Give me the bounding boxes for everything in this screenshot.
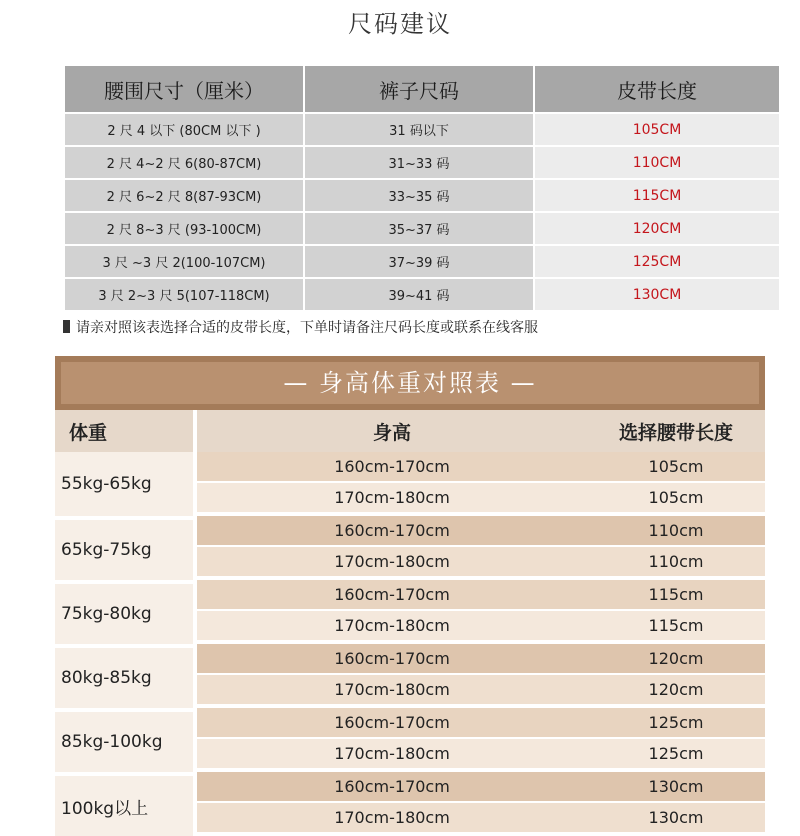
table-row (65, 279, 779, 310)
pants-size-cell: 31 码以下 (305, 114, 533, 145)
belt-cell: 130cm (587, 803, 765, 836)
pants-size-cell: 31~33 码 (305, 147, 533, 178)
height-cell: 170cm-180cm (197, 483, 587, 516)
weight-cell: 55kg-65kg (55, 452, 197, 516)
pants-size-cell: 37~39 码 (305, 246, 533, 277)
height-cell: 160cm-170cm (197, 516, 587, 547)
belt-cell: 125cm (587, 739, 765, 772)
table-row (55, 580, 765, 611)
height-cell: 160cm-170cm (197, 580, 587, 611)
table-row (65, 246, 779, 277)
size-suggestion-title: 尺码建议 (348, 10, 452, 38)
height-cell: 160cm-170cm (197, 452, 587, 483)
belt-cell: 120cm (587, 675, 765, 708)
belt-length-cell: 115CM (535, 180, 779, 211)
table-row (55, 644, 765, 675)
weight-cell: 85kg-100kg (55, 708, 197, 772)
height-cell: 170cm-180cm (197, 739, 587, 772)
waist-cell: 2 尺 6~2 尺 8(87-93CM) (65, 180, 303, 211)
weight-cell: 75kg-80kg (55, 580, 197, 644)
table-row (55, 452, 765, 483)
belt-cell: 115cm (587, 580, 765, 611)
waist-cell: 3 尺 ~3 尺 2(100-107CM) (65, 246, 303, 277)
size-note (63, 317, 538, 337)
height-weight-table (55, 410, 765, 836)
belt-cell: 125cm (587, 708, 765, 739)
table-row (65, 114, 779, 145)
table-row (55, 516, 765, 547)
waist-cell: 2 尺 8~3 尺 (93-100CM) (65, 213, 303, 244)
belt-cell: 115cm (587, 611, 765, 644)
belt-length-cell: 110CM (535, 147, 779, 178)
height-cell: 160cm-170cm (197, 708, 587, 739)
size-table (63, 64, 781, 312)
height-weight-header (55, 410, 765, 452)
table-row (65, 180, 779, 211)
pants-size-cell: 33~35 码 (305, 180, 533, 211)
table-row (65, 213, 779, 244)
belt-cell: 110cm (587, 547, 765, 580)
size-note-text: 请亲对照该表选择合适的皮带长度，下单时请备注尺码长度或联系在线客服 (76, 320, 538, 336)
height-cell: 160cm-170cm (197, 644, 587, 675)
height-cell: 170cm-180cm (197, 803, 587, 836)
belt-length-cell: 105CM (535, 114, 779, 145)
height-cell: 170cm-180cm (197, 547, 587, 580)
weight-cell: 80kg-85kg (55, 644, 197, 708)
table-row (55, 708, 765, 739)
header-belt-length: 皮带长度 (535, 66, 779, 112)
belt-length-cell: 130CM (535, 279, 779, 310)
height-weight-title: — 身高体重对照表 — (61, 362, 759, 404)
belt-cell: 130cm (587, 772, 765, 803)
table-row (65, 147, 779, 178)
belt-length-cell: 125CM (535, 246, 779, 277)
waist-cell: 2 尺 4 以下 (80CM 以下 ) (65, 114, 303, 145)
belt-length-cell: 120CM (535, 213, 779, 244)
header-waist: 腰围尺寸（厘米） (65, 66, 303, 112)
height-cell: 160cm-170cm (197, 772, 587, 803)
header-belt-choice: 选择腰带长度 (587, 410, 765, 452)
header-height: 身高 (197, 410, 587, 452)
height-weight-banner (55, 356, 765, 410)
header-weight: 体重 (55, 410, 197, 452)
pants-size-cell: 39~41 码 (305, 279, 533, 310)
height-cell: 170cm-180cm (197, 611, 587, 644)
waist-cell: 3 尺 2~3 尺 5(107-118CM) (65, 279, 303, 310)
weight-cell: 100kg以上 (55, 772, 197, 836)
waist-cell: 2 尺 4~2 尺 6(80-87CM) (65, 147, 303, 178)
size-table-header (65, 66, 779, 112)
table-row (55, 772, 765, 803)
height-cell: 170cm-180cm (197, 675, 587, 708)
belt-cell: 120cm (587, 644, 765, 675)
weight-cell: 65kg-75kg (55, 516, 197, 580)
belt-cell: 105cm (587, 452, 765, 483)
header-pants-size: 裤子尺码 (305, 66, 533, 112)
belt-cell: 110cm (587, 516, 765, 547)
pants-size-cell: 35~37 码 (305, 213, 533, 244)
belt-cell: 105cm (587, 483, 765, 516)
square-bullet-icon (63, 320, 70, 333)
